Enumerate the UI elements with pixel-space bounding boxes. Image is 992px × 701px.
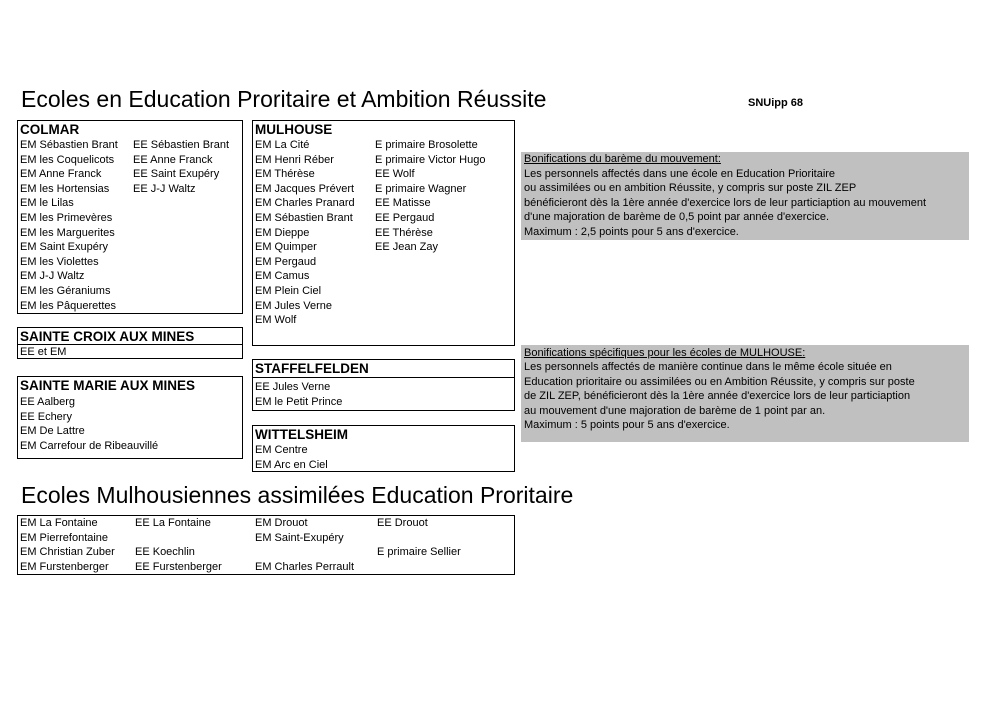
list-item: E primaire Victor Hugo xyxy=(375,153,486,166)
list-item: EM La Cité xyxy=(255,139,310,151)
table-cell: EM Charles Perrault xyxy=(255,560,355,573)
table-cell: EM Christian Zuber xyxy=(20,546,115,559)
wittelsheim-header: WITTELSHEIM xyxy=(255,427,348,442)
list-item: Maximum : 2,5 points pour 5 ans d'exercice. xyxy=(524,225,739,238)
list-item: EM Henri Réber xyxy=(255,153,334,166)
sainte-marie-list xyxy=(20,395,158,453)
table-cell: EE Koechlin xyxy=(135,546,195,559)
wittelsheim-box xyxy=(252,425,515,472)
list-item: E primaire Wagner xyxy=(375,182,467,195)
list-item: EM Jules Verne xyxy=(255,299,333,312)
list-item: EM De Lattre xyxy=(20,425,85,438)
list-item: bénéficieront dès la 1ère année d'exercice lors de leur particiaption au mouvement xyxy=(524,196,927,209)
list-item: EM le Lilas xyxy=(20,197,74,210)
list-item: EE et EM xyxy=(20,346,67,358)
mulhouse-header: MULHOUSE xyxy=(255,122,333,137)
table-cell: EE Drouot xyxy=(377,517,428,529)
list-item: EM Sébastien Brant xyxy=(20,139,118,151)
assimilees-box xyxy=(17,515,515,575)
list-item: EM Saint Exupéry xyxy=(20,241,109,254)
list-item: EE Anne Franck xyxy=(133,153,213,166)
list-item: EM les Hortensias xyxy=(20,182,110,195)
colmar-list-em xyxy=(20,138,118,313)
list-item: EM Wolf xyxy=(255,314,297,327)
list-item: EE J-J Waltz xyxy=(133,182,196,195)
table-cell: EM Saint-Exupéry xyxy=(255,531,344,544)
table-cell: EM Pierrefontaine xyxy=(20,531,109,544)
table-cell: EE Furstenberger xyxy=(135,560,222,573)
list-item: E primaire Brosolette xyxy=(375,139,478,151)
table-cell: E primaire Sellier xyxy=(377,546,461,559)
org-label: SNUipp 68 xyxy=(748,97,804,109)
list-item: EM les Pâquerettes xyxy=(20,299,116,312)
list-item: EE Wolf xyxy=(375,168,415,181)
list-item: EE Jules Verne xyxy=(255,381,331,393)
list-item: EM Centre xyxy=(255,444,308,456)
list-item: EM Jacques Prévert xyxy=(255,182,355,195)
bonus-general-heading: Bonifications du barème du mouvement: xyxy=(524,153,721,165)
list-item: EM Charles Pranard xyxy=(255,197,355,210)
list-item: ou assimilées ou en ambition Réussite, y compris sur poste ZIL ZEP xyxy=(524,182,857,195)
colmar-list-ee xyxy=(133,138,229,196)
bonus-general-panel xyxy=(521,152,969,240)
list-item: Les personnels affectés de manière continue dans le même école située en xyxy=(524,361,892,373)
list-item: EM Pergaud xyxy=(255,255,317,268)
table-cell: EM Furstenberger xyxy=(20,560,109,573)
list-item: Maximum : 5 points pour 5 ans d'exercice. xyxy=(524,419,730,432)
bonus-mulhouse-panel xyxy=(521,345,969,442)
list-item: de ZIL ZEP, bénéficieront dès la 1ère année d'exercice lors de leur particiaption xyxy=(524,390,911,403)
page-title: Ecoles en Education Proritaire et Ambition Réussite xyxy=(21,86,547,112)
colmar-header: COLMAR xyxy=(20,122,80,137)
mulhouse-list-em xyxy=(255,138,355,328)
list-item: EM Camus xyxy=(255,270,310,283)
bonus-mulhouse-text xyxy=(524,345,915,432)
staffelfelden-list xyxy=(255,379,342,408)
staffelfelden-header: STAFFELFELDEN xyxy=(255,361,369,376)
wittelsheim-list xyxy=(255,443,328,472)
list-item: EE Jean Zay xyxy=(375,241,438,254)
list-item: EM Arc en Ciel xyxy=(255,458,328,471)
list-item: EE Pergaud xyxy=(375,211,435,224)
sainte-marie-header: SAINTE MARIE AUX MINES xyxy=(20,378,196,393)
list-item: au mouvement d'une majoration de barème de 1 point par an. xyxy=(524,404,826,417)
list-item: EM Dieppe xyxy=(255,226,310,239)
list-item: EE Thérèse xyxy=(375,226,433,239)
table-cell: EE La Fontaine xyxy=(135,517,211,529)
list-item: EE Echery xyxy=(20,410,72,423)
bonus-general-text xyxy=(524,152,927,238)
colmar-box xyxy=(17,120,243,314)
list-item: EE Aalberg xyxy=(20,396,76,408)
list-item: EM Thérèse xyxy=(255,168,315,181)
sainte-marie-box xyxy=(17,376,243,459)
divider xyxy=(253,377,514,378)
bonus-mulhouse-heading: Bonifications spécifiques pour les écoles de MULHOUSE: xyxy=(524,347,806,359)
list-item: EM les Violettes xyxy=(20,255,99,268)
list-item: d'une majoration de barème de 0,5 point par année d'exercice. xyxy=(524,211,830,224)
list-item: EE Saint Exupéry xyxy=(133,168,220,181)
table-cell: EM Drouot xyxy=(255,517,308,529)
list-item: EM le Petit Prince xyxy=(255,395,343,408)
list-item: EM Quimper xyxy=(255,241,317,254)
list-item: EE Matisse xyxy=(375,197,431,210)
staffelfelden-box xyxy=(252,359,515,411)
mulhouse-list-ee xyxy=(375,138,485,255)
sainte-croix-header: SAINTE CROIX AUX MINES xyxy=(20,329,195,344)
list-item: EM Sébastien Brant xyxy=(255,211,353,224)
list-item: EM Carrefour de Ribeauvillé xyxy=(20,439,159,452)
list-item: EM les Marguerites xyxy=(20,226,115,239)
sainte-croix-box xyxy=(17,327,243,359)
sainte-croix-list xyxy=(20,345,66,360)
mulhouse-box xyxy=(252,120,515,346)
list-item: EM Anne Franck xyxy=(20,168,102,181)
list-item: Les personnels affectés dans une école en Education Prioritaire xyxy=(524,167,836,180)
list-item: EM les Primevères xyxy=(20,211,113,224)
table-cell: EM La Fontaine xyxy=(20,517,98,529)
list-item: EE Sébastien Brant xyxy=(133,139,230,151)
list-item: Education prioritaire ou assimilées ou en Ambition Réussite, y compris sur poste xyxy=(524,375,915,388)
list-item: EM J-J Waltz xyxy=(20,270,85,283)
list-item: EM les Géraniums xyxy=(20,284,111,297)
section-title-assimilees: Ecoles Mulhousiennes assimilées Education Proritaire xyxy=(21,482,574,508)
list-item: EM Plein Ciel xyxy=(255,284,322,297)
list-item: EM les Coquelicots xyxy=(20,153,115,166)
